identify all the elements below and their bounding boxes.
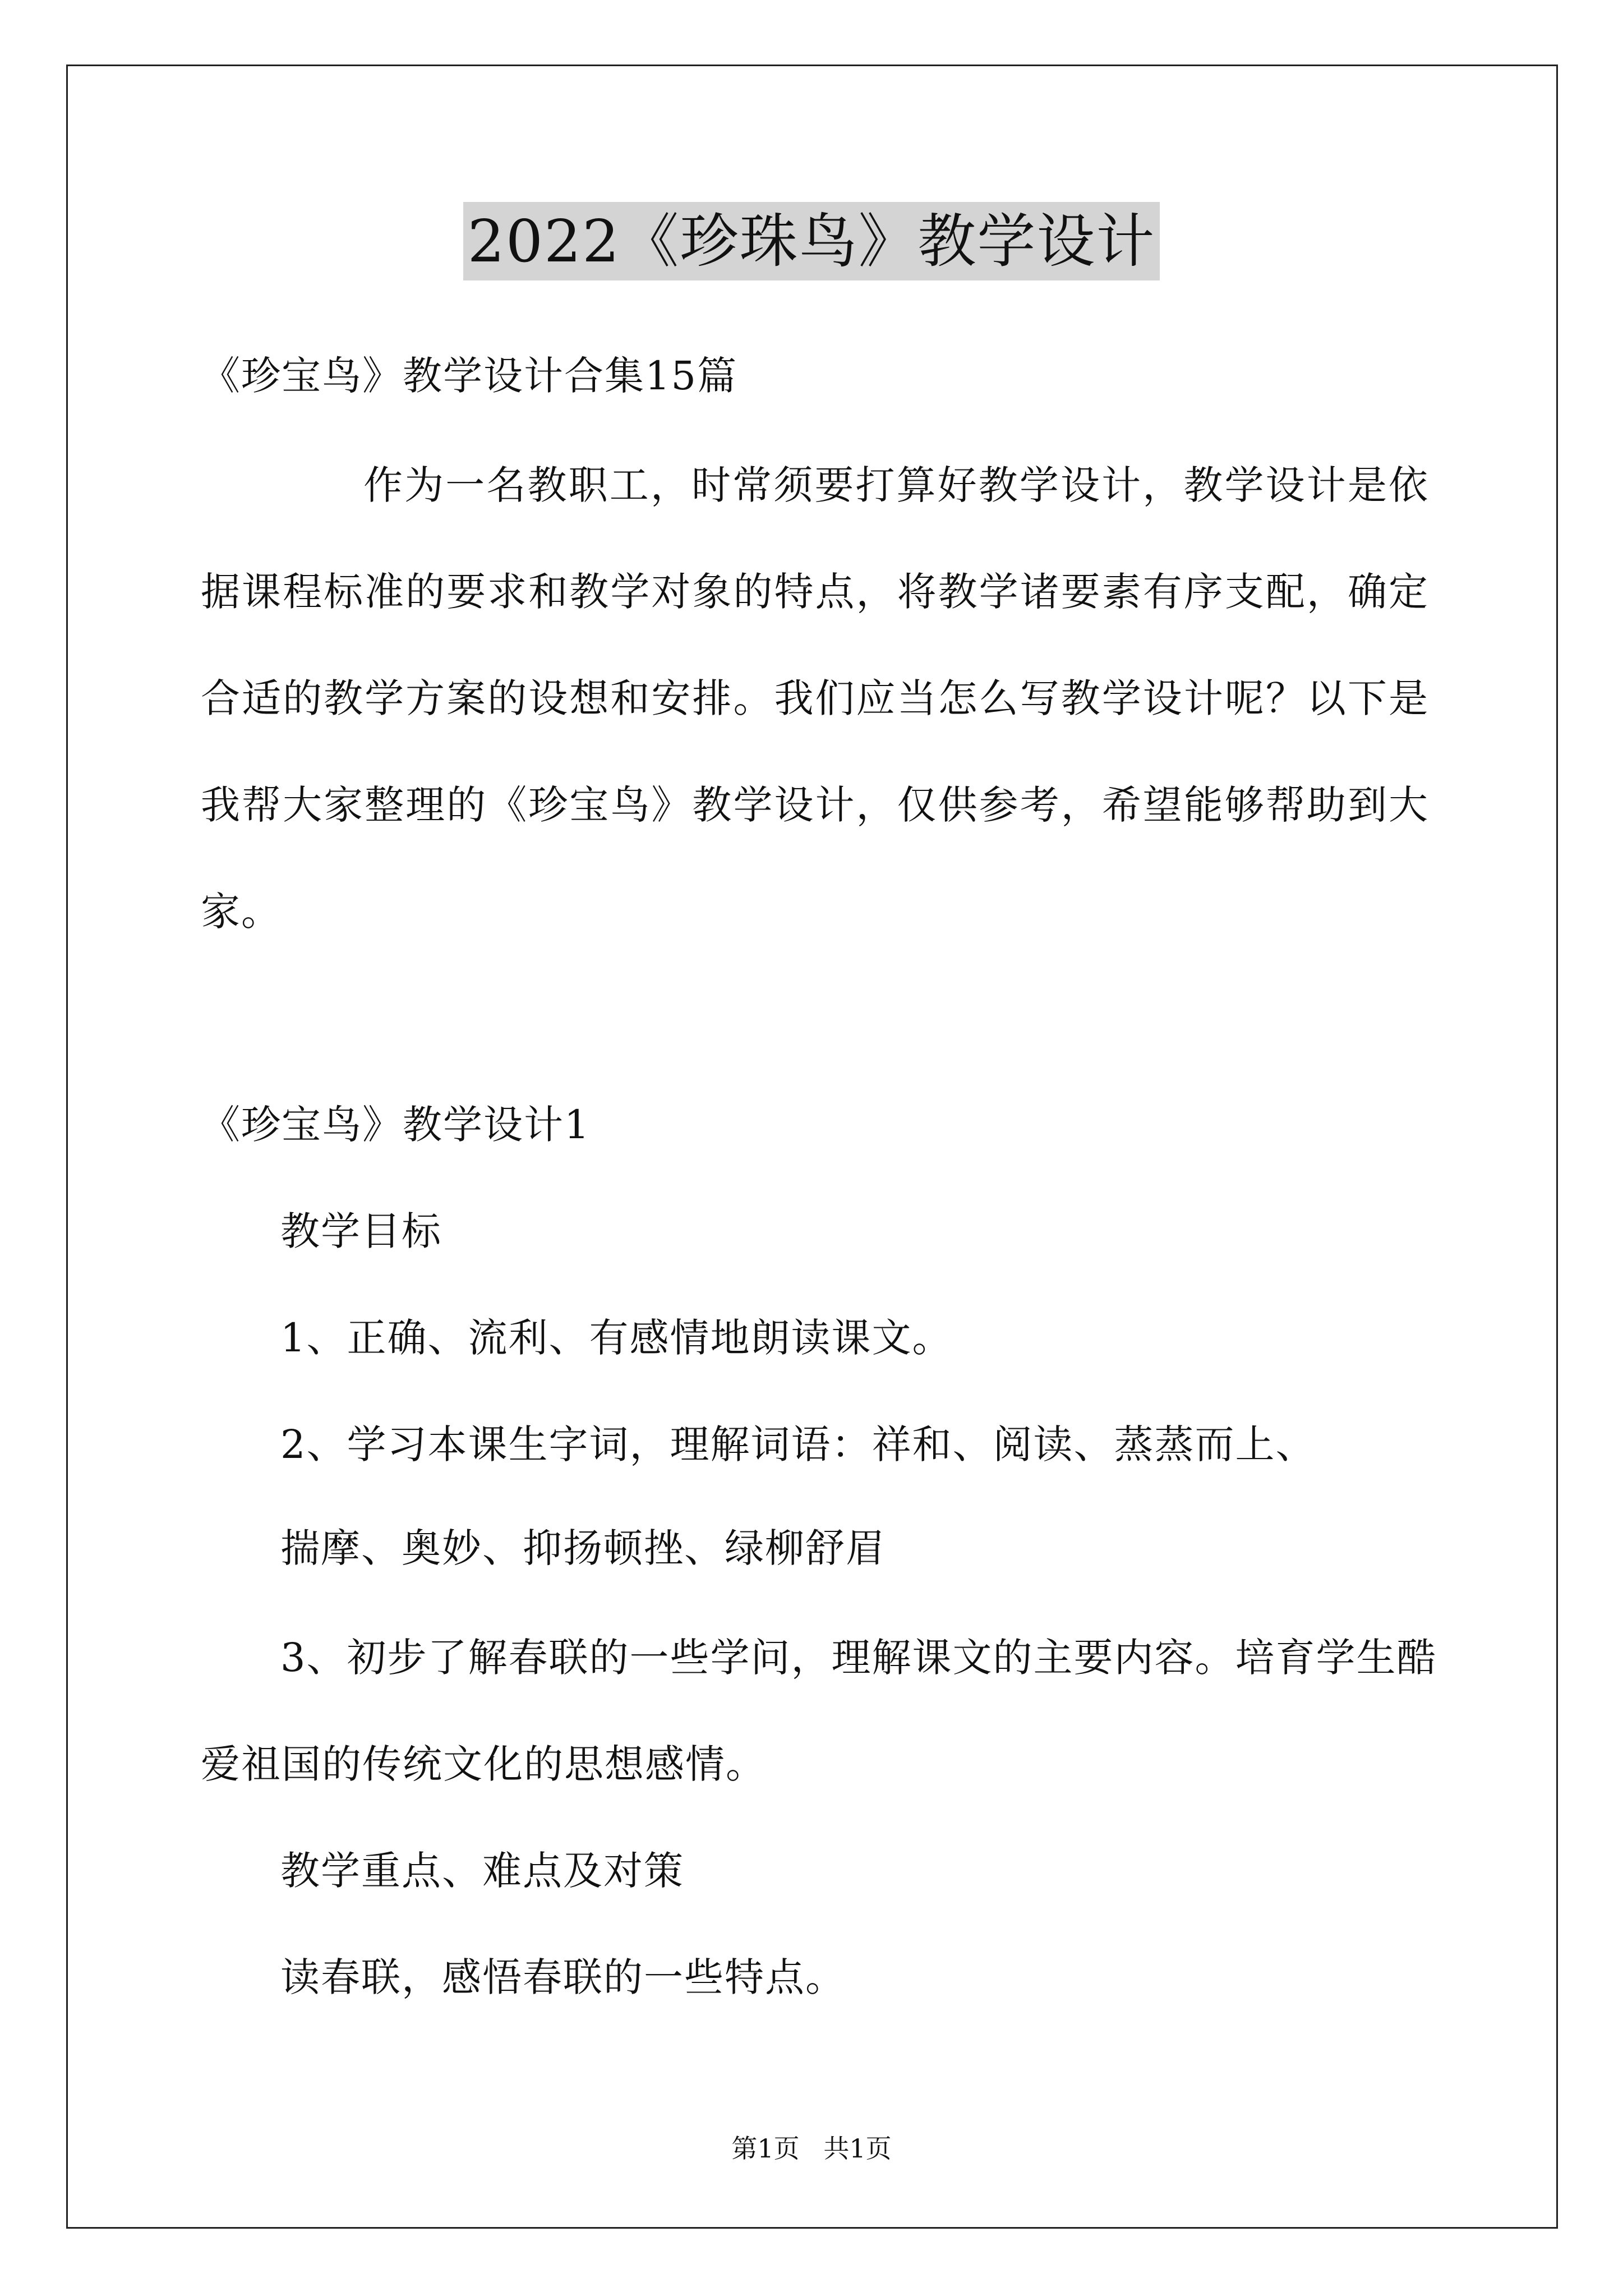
objective-item-3-line-1: 3、初步了解春联的一些学问，理解课文的主要内容。培育学生酷: [280, 1635, 1437, 1681]
document-subtitle: 《珍宝鸟》教学设计合集15篇: [201, 353, 738, 399]
objective-item-1: 1、正确、流利、有感情地朗读课文。: [280, 1315, 953, 1361]
objective-item-2-line-2: 揣摩、奥妙、抑扬顿挫、绿柳舒眉: [280, 1525, 886, 1571]
intro-line-1: 作为一名教职工，时常须要打算好教学设计，教学设计是依: [363, 462, 1429, 508]
intro-line-2: 据课程标准的要求和教学对象的特点，将教学诸要素有序支配，确定: [201, 569, 1429, 615]
intro-line-3: 合适的教学方案的设想和安排。我们应当怎么写教学设计呢？以下是: [201, 675, 1429, 721]
title-container: [0, 202, 1623, 280]
section-heading: 《珍宝鸟》教学设计1: [201, 1102, 591, 1148]
intro-line-4: 我帮大家整理的《珍宝鸟》教学设计，仅供参考，希望能够帮助到大: [201, 782, 1429, 828]
page-footer: [0, 2132, 1623, 2165]
objectives-heading: 教学目标: [280, 1208, 442, 1254]
page-number-current: 第1页: [731, 2133, 800, 2164]
document-title: 2022《珍珠鸟》教学设计: [463, 202, 1160, 280]
objective-item-2-line-1: 2、学习本课生字词，理解词语：祥和、阅读、蒸蒸而上、: [280, 1421, 1316, 1467]
page-number-total: 共1页: [823, 2133, 892, 2164]
key-points-heading: 教学重点、难点及对策: [280, 1848, 684, 1894]
objective-item-3-line-2: 爱祖国的传统文化的思想感情。: [201, 1741, 766, 1787]
key-points-text: 读春联，感悟春联的一些特点。: [280, 1954, 846, 2000]
intro-line-5: 家。: [201, 889, 282, 935]
